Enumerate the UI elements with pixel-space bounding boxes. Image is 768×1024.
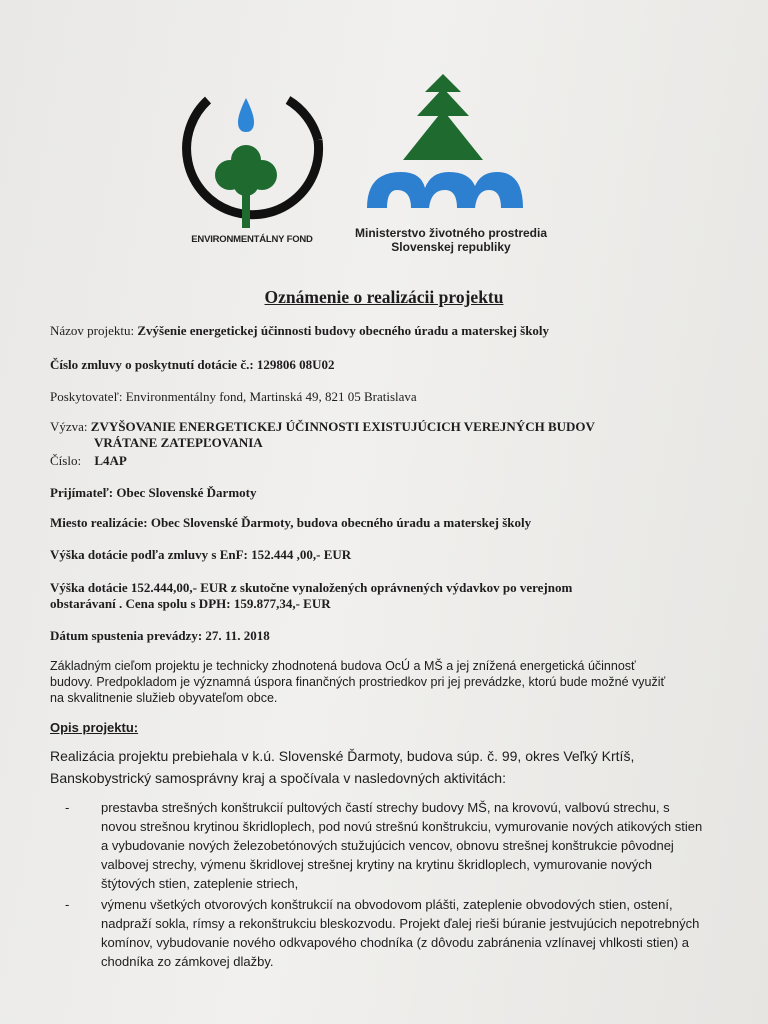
intro-line3: na skvalitnenie služieb obyvateľom obce. [50, 691, 278, 705]
intro-line2: budovy. Predpokladom je významná úspora finančných prostriedkov pri jej prevádzke, ktorú bude možné využiť [50, 675, 666, 689]
call-row [50, 419, 595, 435]
recipient-label: Prijímateľ: [50, 485, 114, 500]
activities-list [65, 798, 705, 973]
intro-paragraph [50, 658, 730, 706]
project-name-value: Zvýšenie energetickej účinnosti budovy obecného úradu a materskej školy [137, 323, 550, 338]
ministry-logo [365, 72, 525, 212]
location-row [50, 515, 531, 531]
list-item [65, 895, 705, 971]
intro-line1: Základným cieľom projektu je technicky zhodnotená budova OcÚ a MŠ a jej znížená energetická účinnosť [50, 659, 636, 673]
bullet-dash: - [65, 800, 70, 815]
provider-row [50, 389, 417, 405]
ministry-caption [346, 226, 556, 254]
list-item [65, 798, 705, 893]
document-title: Oznámenie o realizácii projektu [264, 287, 504, 307]
description-line2: Banskobystrický samosprávny kraj a spočívala v nasledovných aktivitách: [50, 770, 506, 786]
bullet-dash: - [65, 897, 70, 912]
environmental-fund-logo [168, 80, 328, 250]
project-name-row [50, 323, 549, 339]
location-value: Obec Slovenské Ďarmoty, budova obecného úradu a materskej školy [150, 515, 532, 530]
description-line1: Realizácia projektu prebiehala v k.ú. Slovenské Ďarmoty, budova súp. č. 99, okres Veľký Krtíš, [50, 748, 635, 764]
actual-grant-line1: Výška dotácie 152.444,00,- EUR z skutočne vynaložených oprávnených výdavkov po verejnom [50, 580, 573, 595]
description-heading: Opis projektu: [50, 720, 139, 735]
call-value-line1: ZVYŠOVANIE ENERGETICKEJ ÚČINNOSTI EXISTUJÚCICH VEREJNÝCH BUDOV [90, 419, 595, 434]
activity-text: výmenu všetkých otvorových konštrukcií na obvodovom plášti, zateplenie obvodových stien, ostení, nadpraží sokla, rímsy a rekonštrukciu bleskozvodu. Projekt ďalej rieši búranie jestvujúcich nepotrebných komínov, vybudovanie nového odkvapového chodníka (z dôvodu zabránenia vzlínavej vhlkosti stien) a chodníka zo zámkovej dlažby. [101, 897, 700, 969]
env-fund-caption: ENVIRONMENTÁLNY FOND [191, 234, 313, 245]
project-name-label: Názov projektu: [50, 323, 135, 338]
recipient-value: Obec Slovenské Ďarmoty [116, 485, 257, 500]
location-label: Miesto realizácie: [50, 515, 148, 530]
description-paragraph [50, 745, 740, 789]
call-code-value: L4AP [94, 453, 127, 468]
call-row-2 [50, 435, 263, 451]
contract-number-row [50, 357, 335, 373]
actual-grant-line2: obstarávaní . Cena spolu s DPH: 159.877,34,- EUR [50, 596, 331, 611]
call-value-line2: VRÁTANE ZATEPĽOVANIA [94, 435, 263, 450]
grant-amount: Výška dotácie podľa zmluvy s EnF: 152.444 ,00,- EUR [50, 547, 352, 562]
ministry-caption-line2: Slovenskej republiky [391, 240, 511, 254]
actual-grant-row-1 [50, 580, 572, 596]
activity-text: prestavba strešných konštrukcií pultových častí strechy budovy MŠ, na krovovú, valbovú strechu, s novou strešnou krytinou škridloplech, pod novú strešnú konštrukciu, vymurovanie nových atikových stien a vybudovanie nových železobetónových stužujúcich vencov, obnovu strešnej konštrukcie pôvodnej valbovej strechy, výmenu škridlovej strešnej krytiny na krytinu škridloplech, vymurovanie nových štýtových stien, zateplenie striech, [101, 800, 703, 891]
actual-grant-row-2 [50, 596, 331, 612]
recipient-row [50, 485, 256, 501]
provider-text: Poskytovateľ: Environmentálny fond, Martinská 49, 821 05 Bratislava [50, 389, 417, 404]
start-date-row [50, 628, 270, 644]
start-date: Dátum spustenia prevádzy: 27. 11. 2018 [50, 628, 270, 643]
call-label: Výzva: [50, 419, 88, 434]
ministry-caption-line1: Ministerstvo životného prostredia [354, 226, 548, 240]
call-code-label: Číslo: [50, 453, 82, 468]
call-code-row [50, 453, 127, 469]
contract-number: Číslo zmluvy o poskytnutí dotácie č.: 129806 08U02 [50, 357, 335, 372]
grant-amount-row [50, 547, 351, 563]
